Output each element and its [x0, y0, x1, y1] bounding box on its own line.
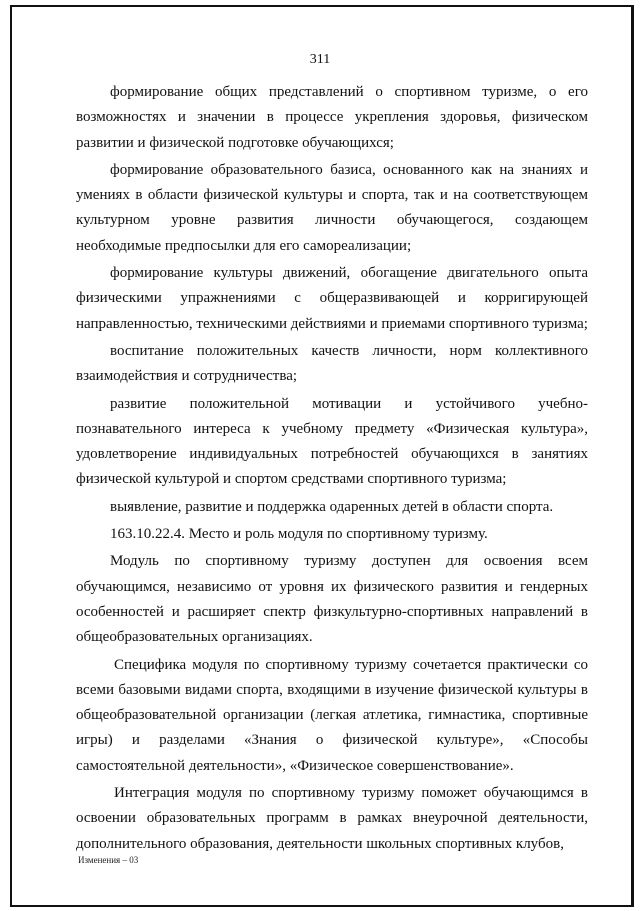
scan-border-right [631, 5, 634, 907]
paragraph: развитие положительной мотивации и устойчивого учебно-познавательного интереса к учебному предмету «Физическая культура», удовлетворение индивидуальных потребностей обучающихся в занятиях физической культурой и спортом средствами спортивного туризма; [76, 395, 588, 488]
paragraph: Модуль по спортивному туризму доступен для освоения всем обучающимся, независимо от уровня их физического развития и гендерных особенностей и расширяет спектр физкультурно-спортивных направлений в общеобразовательных организациях. [76, 553, 588, 646]
scan-border-top [10, 5, 634, 7]
paragraph: формирование культуры движений, обогащение двигательного опыта физическими упражнениями с общеразвивающей и корригирующей направленностью, техническими действиями и приемами спортивного туризма; [76, 265, 588, 332]
footer-revision: Изменения – 03 [78, 855, 139, 865]
paragraph: формирование образовательного базиса, основанного как на знаниях и умениях в области физической культуры и спорта, так и на соответствующем культурном уровне развития личности обучающегося, создающем необходимые предпосылки для его самореализации; [76, 161, 588, 254]
paragraph: формирование общих представлений о спортивном туризме, о его возможностях и значении в процессе укрепления здоровья, физическом развитии и физической подготовке обучающихся; [76, 84, 588, 151]
paragraph: Интеграция модуля по спортивному туризму поможет обучающимся в освоении образовательных программ в рамках внеурочной деятельности, дополнительного образования, деятельности школьных спортивных клубов, [76, 785, 588, 852]
paragraph: выявление, развитие и поддержка одаренных детей в области спорта. [110, 498, 554, 515]
page-number: 311 [309, 52, 331, 67]
scan-border-left [10, 5, 12, 907]
section-heading: 163.10.22.4. Место и роль модуля по спортивному туризму. [110, 526, 488, 543]
paragraph: воспитание положительных качеств личности, норм коллективного взаимодействия и сотрудничества; [76, 342, 588, 385]
document-body [76, 80, 588, 857]
scan-border-bottom [10, 905, 634, 907]
paragraph: Специфика модуля по спортивному туризму сочетается практически со всеми базовыми видами спорта, входящими в изучение физической культуры в общеобразовательной организации (легкая атлетика, гимнастика, спортивные игры) и разделами «Знания о физической культуре», «Способы самостоятельной деятельности», «Физическое совершенствование». [76, 656, 588, 774]
